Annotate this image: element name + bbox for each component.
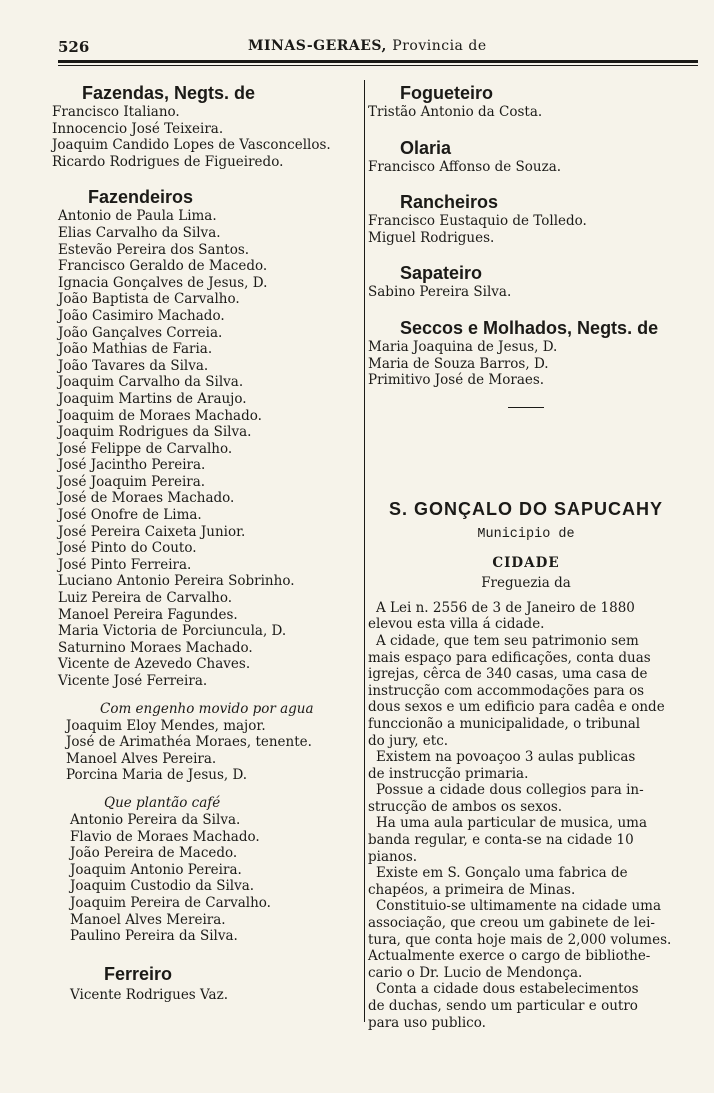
section-title-sapateiro: Sapateiro [400, 263, 483, 284]
freguezia-label: Freguezia da [481, 574, 571, 591]
section-title-fogueteiro: Fogueteiro [400, 83, 493, 103]
list-item: João Pereira de Macedo. [70, 845, 238, 862]
list-item: José de Moraes Machado. [58, 490, 235, 507]
paragraph-line: Existe em S. Gonçalo uma fabrica de [376, 865, 628, 882]
list-item: Manoel Alves Mereira. [70, 911, 226, 928]
list-item: Porcina Maria de Jesus, D. [66, 767, 248, 784]
paragraph [368, 782, 684, 815]
page-number: 526 [58, 38, 90, 56]
list-item: Sabino Pereira Silva. [368, 284, 512, 301]
paragraph [368, 633, 684, 749]
town-title: S. GONÇALO DO SAPUCAHY [388, 498, 664, 519]
left-column [52, 82, 352, 1003]
list-item: Joaquim Candido Lopes de Vasconcellos. [52, 137, 331, 154]
paragraph-line: pianos. [368, 848, 418, 865]
list-item: João Casimiro Machado. [58, 307, 225, 324]
section-title-rancheiros: Rancheiros [400, 192, 499, 213]
section-title-olaria: Olaria [400, 137, 452, 158]
paragraph [368, 749, 684, 782]
paragraph [368, 600, 684, 633]
list-item: Tristão Antonio da Costa. [368, 104, 543, 120]
paragraph [368, 865, 684, 898]
column-divider [364, 80, 365, 1022]
running-title-main: MINAS-GERAES, [248, 38, 387, 54]
list-item: José Onofre de Lima. [58, 507, 202, 524]
list-item: José Pinto Ferreira. [58, 556, 192, 573]
list-item: João Gançalves Correia. [58, 324, 223, 341]
list-item: Joaquim Pereira de Carvalho. [70, 894, 271, 911]
paragraph-line: Existem na povoaçoo 3 aulas publicas [376, 749, 636, 766]
paragraph-line: A cidade, que tem seu patrimonio sem [376, 632, 639, 649]
list-item: Francisco Eustaquio de Tolledo. [368, 213, 587, 230]
cidade-label: CIDADE [492, 554, 560, 571]
list-item: Luiz Pereira de Carvalho. [58, 590, 233, 607]
list-item: Miguel Rodrigues. [368, 229, 495, 246]
list-item: João Tavares da Silva. [58, 357, 209, 374]
subtitle-cafe: Que plantão café [104, 794, 221, 811]
list-item: Manoel Pereira Fagundes. [58, 606, 238, 623]
list-item: Elias Carvalho da Silva. [58, 224, 221, 241]
list-item: José Jacintho Pereira. [58, 457, 206, 474]
list-item: Innocencio José Teixeira. [52, 120, 224, 137]
fazendas-list [52, 104, 352, 170]
paragraph-line: de duchas, sendo um particular e outro [368, 998, 638, 1014]
section-title-fazendas: Fazendas, Negts. de [82, 83, 256, 103]
town-description [368, 600, 684, 1031]
list-item: Ricardo Rodrigues de Figueiredo. [52, 153, 284, 170]
paragraph-line: strucção de ambos os sexos. [368, 798, 563, 815]
section-title-seccos: Seccos e Molhados, Negts. de [400, 317, 659, 338]
paragraph [368, 898, 684, 981]
list-item: Estevão Pereira dos Santos. [58, 241, 250, 258]
paragraph-line: do jury, etc. [368, 732, 449, 749]
header-rule-thick [58, 60, 698, 63]
list-item: Francisco Affonso de Souza. [368, 158, 562, 175]
list-item: Luciano Antonio Pereira Sobrinho. [58, 573, 295, 590]
paragraph-line: cario o Dr. Lucio de Mendonça. [368, 964, 583, 981]
list-item: Joaquim Martins de Araujo. [58, 390, 247, 407]
paragraph-line: funccionão a municipalidade, o tribunal [368, 715, 641, 732]
section-title-ferreiro: Ferreiro [104, 963, 173, 984]
paragraph-line: Possue a cidade dous collegios para in- [376, 782, 644, 799]
list-item: Joaquim Eloy Mendes, major. [66, 717, 266, 734]
list-item: José Pereira Caixeta Junior. [58, 523, 246, 540]
list-item: Joaquim de Moraes Machado. [58, 407, 262, 424]
cafe-list [52, 812, 352, 945]
list-item: Joaquim Antonio Pereira. [70, 861, 242, 878]
paragraph-line: Conta a cidade dous estabelecimentos [376, 981, 639, 998]
paragraph-line: A Lei n. 2556 de 3 de Janeiro de 1880 [376, 599, 635, 616]
paragraph-line: instrucção com accommodações para os [368, 682, 645, 699]
section-title-fazendeiros: Fazendeiros [88, 187, 194, 208]
paragraph-line: banda regular, e conta-se na cidade 10 [368, 832, 634, 849]
list-item: Francisco Italiano. [52, 104, 180, 120]
list-item: Ignacia Gonçalves de Jesus, D. [58, 274, 268, 291]
running-title-sub: Provincia de [392, 38, 487, 54]
list-item: Maria Victoria de Porciuncula, D. [58, 623, 287, 640]
list-item: Antonio de Paula Lima. [58, 208, 217, 225]
list-item: Maria de Souza Barros, D. [368, 355, 549, 372]
paragraph [368, 815, 684, 865]
list-item: Vicente de Azevedo Chaves. [58, 656, 251, 673]
engenho-list [52, 718, 352, 784]
list-item: Vicente Rodrigues Vaz. [70, 986, 228, 1003]
list-item: Joaquim Carvalho da Silva. [58, 374, 244, 391]
paragraph-line: para uso publico. [368, 1014, 486, 1031]
list-item: José Pinto do Couto. [58, 540, 197, 557]
right-column [368, 82, 684, 1031]
paragraph-line: Ha uma aula particular de musica, uma [376, 815, 648, 832]
paragraph-line: Constituio-se ultimamente na cidade uma [376, 898, 662, 915]
list-item: Manoel Alves Pereira. [66, 750, 217, 767]
list-item: José de Arimathéa Moraes, tenente. [66, 734, 312, 751]
list-item: João Mathias de Faria. [58, 341, 213, 358]
paragraph-line: elevou esta villa á cidade. [368, 616, 545, 633]
ferreiro-list [52, 987, 352, 1004]
header-rule-thin [58, 65, 698, 66]
paragraph [368, 981, 684, 1031]
list-item: Vicente José Ferreira. [58, 673, 208, 689]
list-item: José Felippe de Carvalho. [58, 440, 233, 457]
paragraph-line: de instrucção primaria. [368, 765, 529, 782]
list-item: Joaquim Rodrigues da Silva. [58, 424, 252, 441]
paragraph-line: igrejas, cêrca de 340 casas, uma casa de [368, 666, 648, 683]
page-header [58, 36, 698, 58]
list-item: João Baptista de Carvalho. [58, 291, 240, 308]
paragraph-line: chapéos, a primeira de Minas. [368, 881, 576, 898]
municipio-label: Municipio de [477, 526, 575, 542]
list-item: Maria Joaquina de Jesus, D. [368, 338, 558, 355]
list-item: Joaquim Custodio da Silva. [70, 878, 255, 895]
list-item: José Joaquim Pereira. [58, 473, 206, 490]
section-separator [368, 407, 684, 408]
paragraph-line: dous sexos e um edificio para cadêa e onde [368, 699, 665, 716]
list-item: Saturnino Moraes Machado. [58, 639, 253, 656]
fazendeiros-list [52, 208, 352, 689]
paragraph-line: tura, que conta hoje mais de 2,000 volumes. [368, 931, 672, 948]
list-item: Primitivo José de Moraes. [368, 372, 545, 389]
running-title [248, 38, 487, 54]
subtitle-engenho: Com engenho movido por agua [100, 700, 314, 717]
list-item: Flavio de Moraes Machado. [70, 828, 260, 845]
list-item: Paulino Pereira da Silva. [70, 928, 238, 945]
paragraph-line: associação, que creou um gabinete de lei- [368, 915, 655, 932]
paragraph-line: mais espaço para edificações, conta duas [368, 649, 651, 666]
list-item: Francisco Geraldo de Macedo. [58, 258, 268, 275]
list-item: Antonio Pereira da Silva. [70, 811, 241, 828]
paragraph-line: Actualmente exerce o cargo de bibliothe- [368, 948, 651, 965]
